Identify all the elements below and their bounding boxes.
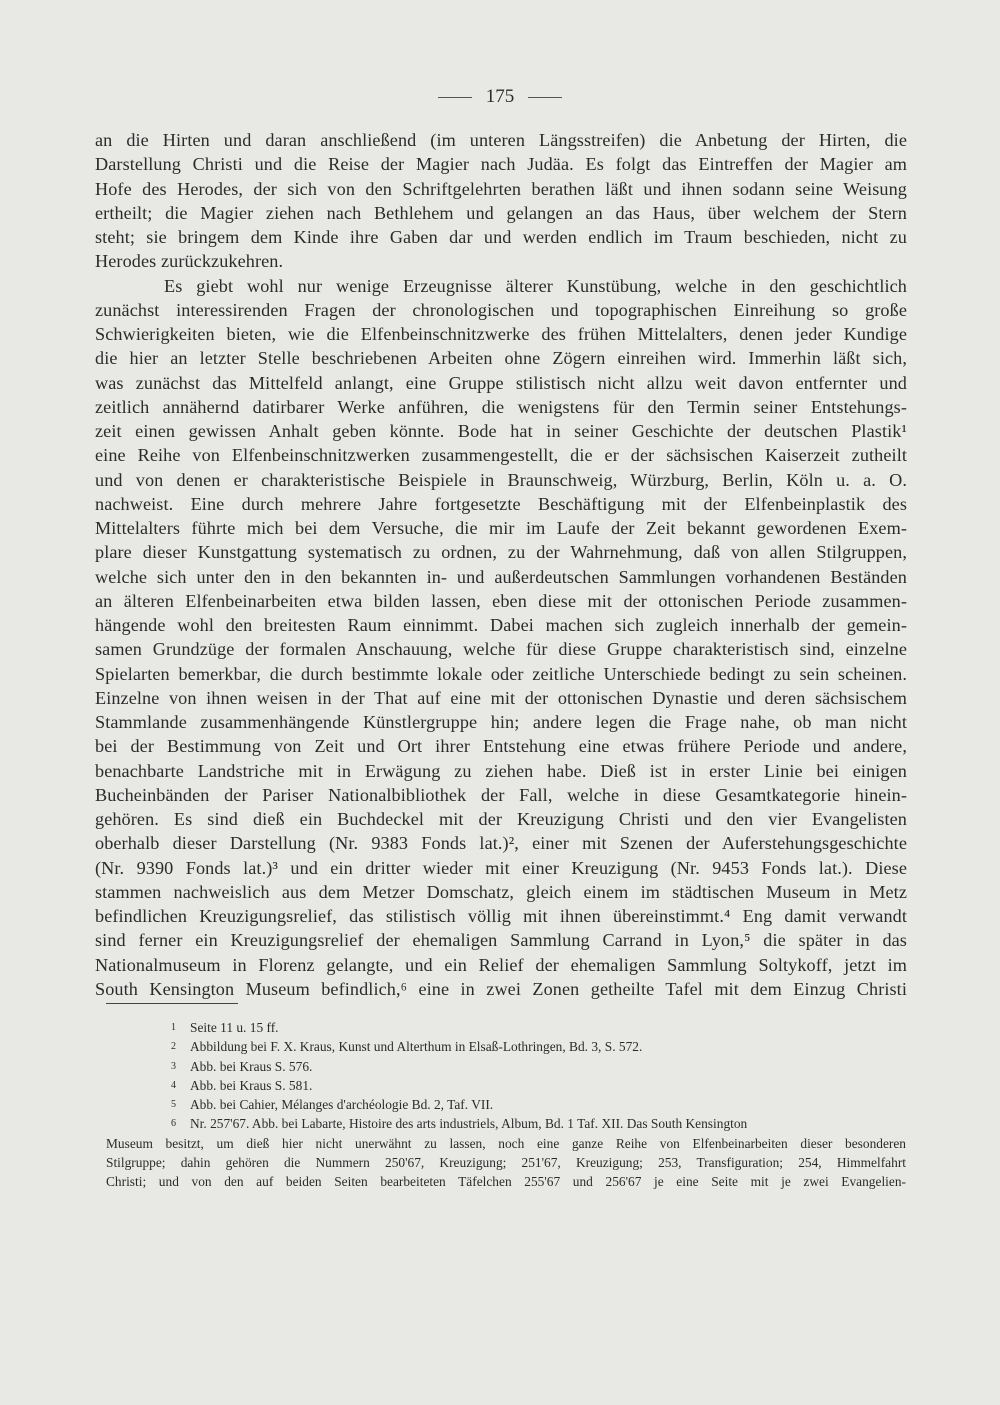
body-line: zunächst interessirenden Fragen der chronologischen und topographischen Einreihung so große [95, 299, 907, 320]
footnote [106, 1076, 906, 1095]
body-line: stammen nachweislich aus dem Metzer Domschatz, gleich einem im städtischen Museum in Metz [95, 881, 907, 902]
body-line: Spielarten bemerkbar, die durch bestimmte lokale oder zeitliche Unterschiede bedingt zu sein scheinen. [95, 663, 907, 684]
body-line: steht; sie bringem dem Kinde ihre Gaben dar und werden endlich im Traum beschieden, nicht zu [95, 227, 907, 247]
footnote-number: 6 [171, 1118, 176, 1130]
footnote-text: Abb. bei Cahier, Mélanges d'archéologie Bd. 2, Taf. VII. [190, 1097, 494, 1113]
footnote [106, 1018, 906, 1037]
footnote-text: Abb. bei Kraus S. 576. [190, 1058, 313, 1074]
footnote-number: 2 [171, 1041, 176, 1053]
body-line: nachweist. Eine durch mehrere Jahre fortgesetzte Beschäftigung mit der Elfenbeinplastik des [95, 493, 907, 514]
footnote-continuation-line: Christi; und von den auf beiden Seiten bearbeiteten Täfelchen 255'67 und 256'67 je eine Seite mit je zwei Evangelien- [106, 1174, 906, 1190]
footnote-continuation-line: Stilgruppe; dahin gehören die Nummern 250'67, Kreuzigung; 251'67, Kreuzigung; 253, Transfiguration; 254, Himmelfahrt [106, 1155, 906, 1171]
footnote-continuation-line: Museum besitzt, um dieß hier nicht unerwähnt zu lassen, noch eine ganze Reihe von Elfenbeinarbeiten dieser besonderen [106, 1135, 906, 1151]
body-line: Herodes zurückzukehren. [95, 251, 284, 272]
footnote [106, 1057, 906, 1076]
body-line: Stammlande zusammenhängende Künstlergruppe hin; andere legen die Frage nahe, ob man nicht [95, 712, 907, 732]
body-line: benachbarte Landstriche mit in Erwägung zu ziehen habe. Dieß ist in erster Linie bei einigen [95, 760, 907, 781]
footnote-number: 3 [171, 1060, 176, 1072]
body-line: an älteren Elfenbeinarbeiten etwa bilden lassen, eben diese mit der ottonischen Periode zusammen- [95, 590, 907, 611]
body-line: bei der Bestimmung von Zeit und Ort ihrer Entstehung eine etwas frühere Periode und andere, [95, 736, 907, 757]
body-line: gehören. Es sind dieß ein Buchdeckel mit der Kreuzigung Christi und den vier Evangelisten [95, 809, 907, 829]
body-line: Darstellung Christi und die Reise der Magier nach Judäa. Es folgt das Eintreffen der Magier am [95, 154, 907, 175]
body-line: Hofe des Herodes, der sich von den Schriftgelehrten berathen läßt und ihnen sodann seine Weisung [95, 178, 907, 199]
body-line: zeit einen gewissen Anhalt geben könnte. Bode hat in seiner Geschichte der deutschen Plastik¹ [95, 421, 907, 441]
footnote-number: 5 [171, 1099, 176, 1111]
body-line: Es giebt wohl nur wenige Erzeugnisse älterer Kunstübung, welche in den geschichtlich [164, 275, 907, 296]
footnote-divider [106, 1003, 238, 1004]
body-line: Einzelne von ihnen weisen in der That auf eine mit der ottonischen Dynastie und deren sächsischem [95, 687, 907, 708]
page-header [0, 86, 1000, 108]
footnote-text: Abbildung bei F. X. Kraus, Kunst und Alterthum in Elsaß-Lothringen, Bd. 3, S. 572. [190, 1039, 643, 1055]
header-rule-left [438, 97, 472, 98]
footnote [106, 1095, 906, 1114]
body-line: an die Hirten und daran anschließend (im unteren Längsstreifen) die Anbetung der Hirten, die [95, 130, 907, 150]
body-line: die hier an letzter Stelle beschriebenen Arbeiten ohne Zögern einreihen wird. Immerhin läßt sich, [95, 348, 907, 369]
body-line: und von denen er charakteristische Beispiele in Braunschweig, Würzburg, Berlin, Köln u. a. O. [95, 469, 907, 490]
body-line: befindlichen Kreuzigungsrelief, das stilistisch völlig mit ihnen übereinstimmt.⁴ Eng damit verwandt [95, 906, 907, 926]
body-line: oberhalb dieser Darstellung (Nr. 9383 Fonds lat.)², einer mit Szenen der Auferstehungsgeschichte [95, 833, 907, 854]
body-line: South Kensington Museum befindlich,⁶ eine in zwei Zonen getheilte Tafel mit dem Einzug Christi [95, 978, 907, 999]
body-line: ertheilt; die Magier ziehen nach Bethlehem und gelangen an das Haus, über welchem der Stern [95, 202, 907, 223]
body-line: Schwierigkeiten bieten, wie die Elfenbeinschnitzwerke des frühen Mittelalters, denen jeder Kundige [95, 324, 907, 344]
body-line: sind ferner ein Kreuzigungsrelief der ehemaligen Sammlung Carrand in Lyon,⁵ die später in das [95, 930, 907, 951]
body-line: Nationalmuseum in Florenz gelangte, und ein Relief der ehemaligen Sammlung Soltykoff, jetzt im [95, 954, 907, 975]
body-line: Bucheinbänden der Pariser Nationalbibliothek der Fall, welche in diese Gesamtkategorie hinein- [95, 784, 907, 805]
body-text [95, 128, 907, 1001]
body-line: hängende wohl den breitesten Raum einnimmt. Dabei machen sich zugleich innerhalb der gemein- [95, 615, 907, 635]
body-line: eine Reihe von Elfenbeinschnitzwerken zusammengestellt, die er der sächsischen Kaiserzeit zutheilt [95, 445, 907, 466]
body-line: samen Grundzüge der formalen Anschauung, welche für diese Gruppe charakteristisch sind, einzelne [95, 639, 907, 660]
footnote-text: Nr. 257'67. Abb. bei Labarte, Histoire des arts industriels, Album, Bd. 1 Taf. XII. Das South Kensington [190, 1116, 748, 1132]
body-line: (Nr. 9390 Fonds lat.)³ und ein dritter wieder mit einer Kreuzigung (Nr. 9453 Fonds lat.). Diese [95, 857, 907, 878]
footnote [106, 1114, 906, 1133]
body-line: welche sich unter den in den bekannten in- und außerdeutschen Sammlungen vorhandenen Beständen [95, 566, 907, 587]
body-line: zeitlich annähernd datirbarer Werke anführen, die wenigstens für den Termin seiner Entstehungs- [95, 396, 907, 417]
body-line: Mittelalters führte mich bei dem Versuche, die mir im Laufe der Zeit bekannt gewordenen Exem- [95, 518, 907, 538]
header-rule-right [528, 97, 562, 98]
footnote-text: Abb. bei Kraus S. 581. [190, 1077, 313, 1093]
footnote-text: Seite 11 u. 15 ff. [190, 1020, 279, 1035]
footnotes [106, 1018, 906, 1192]
footnote-number: 1 [171, 1022, 176, 1033]
page-number: 175 [485, 86, 515, 107]
footnote-number: 4 [171, 1079, 176, 1091]
body-line: plare dieser Kunstgattung systematisch zu ordnen, zu der Wahrnehmung, daß von allen Stilgruppen, [95, 542, 907, 563]
body-line: was zunächst das Mittelfeld anlangt, eine Gruppe stilistisch nicht allzu weit davon entfernter und [95, 372, 907, 393]
footnote [106, 1037, 906, 1056]
